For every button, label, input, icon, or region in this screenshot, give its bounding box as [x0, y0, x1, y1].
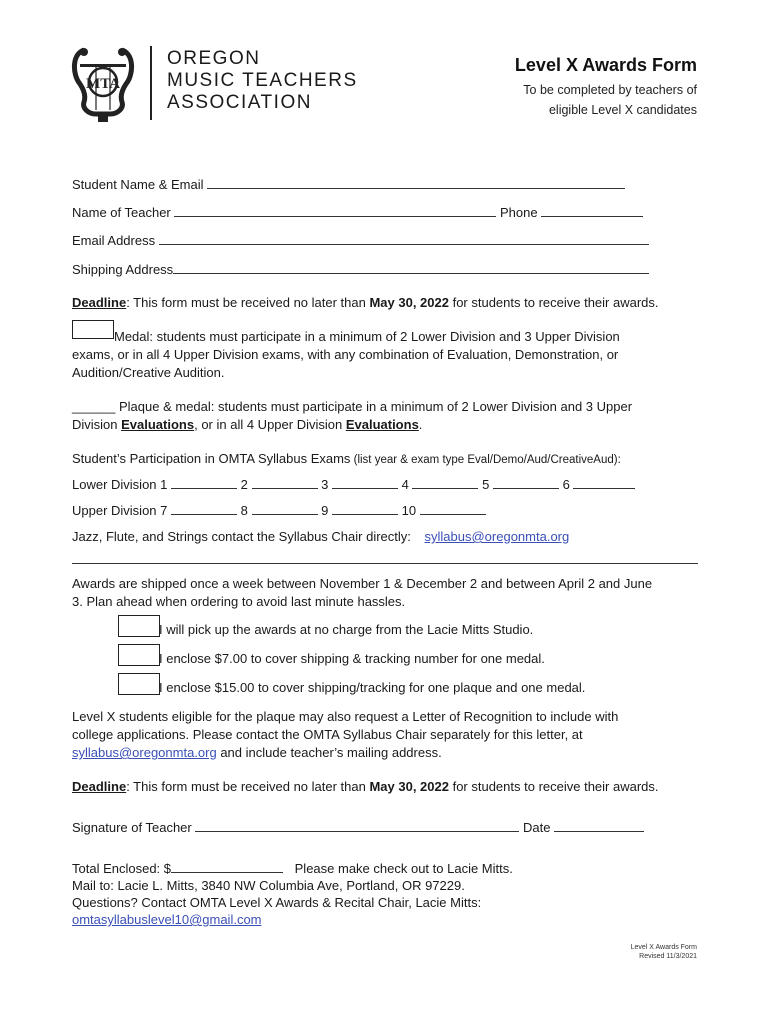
medal-line-1: Medal: students must participate in a minimum of 2 Lower Division and 3 Upper Division [114, 329, 620, 344]
letter-line-1: Level X students eligible for the plaque may also request a Letter of Recognition to include with [72, 709, 619, 724]
participation-heading-note: (list year & exam type Eval/Demo/Aud/CreativeAud): [350, 454, 621, 466]
deadline-text-before-2: : This form must be received no later than [126, 779, 370, 794]
teacher-name-label: Name of Teacher [72, 205, 171, 220]
pickup-checkbox[interactable] [118, 615, 160, 637]
contact-email-link[interactable]: omtasyllabuslevel10@gmail.com [72, 912, 262, 927]
upper-division-row [72, 502, 486, 520]
plaque-text-2a: Division [72, 417, 122, 432]
subtitle-line-1: To be completed by teachers of [523, 83, 697, 97]
pickup-option-label: I will pick up the awards at no charge from the Lacie Mitts Studio. [159, 622, 534, 637]
plaque-shipping-option-label: I enclose $15.00 to cover shipping/tracking for one plaque and one medal. [159, 680, 586, 695]
student-name-email-label: Student Name & Email [72, 177, 204, 192]
lower-exam-6-field[interactable] [573, 476, 635, 489]
plaque-checkbox-blank[interactable]: ______ [72, 399, 116, 414]
plaque-evaluations-1: Evaluations [121, 417, 195, 432]
email-address-label: Email Address [72, 233, 156, 248]
deadline-notice-2 [72, 778, 659, 796]
upper-division-label: Upper Division [72, 503, 157, 518]
upper-exam-8-field[interactable] [252, 502, 318, 515]
medal-checkbox[interactable] [72, 320, 114, 339]
logo-divider [150, 46, 152, 120]
deadline-date-2: May 30, 2022 [369, 779, 449, 794]
footer-revised: Revised 11/3/2021 [639, 953, 697, 960]
letter-email-link[interactable]: syllabus@oregonmta.org [72, 745, 217, 760]
lower-exam-2-field[interactable] [252, 476, 318, 489]
signature-field[interactable] [195, 819, 519, 832]
upper-number-9: 9 [321, 503, 329, 518]
lower-number-6: 6 [562, 477, 570, 492]
omta-lyre-logo [70, 44, 136, 124]
signature-row [72, 819, 644, 837]
medal-shipping-option-label: I enclose $7.00 to cover shipping & tracking number for one medal. [159, 651, 545, 666]
upper-number-10: 10 [401, 503, 417, 518]
syllabus-email-link[interactable]: syllabus@oregonmta.org [424, 529, 570, 544]
letter-line-2: college applications. Please contact the OMTA Syllabus Chair separately for this letter, at [72, 727, 583, 742]
check-note: Please make check out to Lacie Mitts. [294, 861, 513, 876]
plaque-shipping-checkbox[interactable] [118, 673, 160, 695]
date-label: Date [522, 820, 551, 835]
lower-division-row [72, 476, 635, 494]
shipping-line-2: 3. Plan ahead when ordering to avoid last minute hassles. [72, 594, 406, 609]
plaque-line-1 [72, 398, 632, 416]
upper-exam-7-field[interactable] [171, 502, 237, 515]
plaque-text-1: Plaque & medal: students must participate in a minimum of 2 Lower Division and 3 Upper [115, 399, 633, 414]
letter-line-3 [72, 744, 442, 762]
lower-exam-1-field[interactable] [171, 476, 237, 489]
total-amount-field[interactable] [171, 860, 283, 873]
deadline-label: Deadline [72, 295, 127, 310]
logo-letters: MTA [86, 76, 120, 92]
org-name [167, 48, 358, 114]
medal-line-2: exams, or in all 4 Upper Division exams, with any combination of Evaluation, Demonstration, or [72, 347, 619, 362]
letter-line-3-after: and include teacher’s mailing address. [216, 745, 442, 760]
deadline-text-after: for students to receive their awards. [448, 295, 659, 310]
lower-number-5: 5 [482, 477, 490, 492]
total-row [72, 860, 513, 878]
contact-email-row [72, 911, 262, 929]
mail-to: Mail to: Lacie L. Mitts, 3840 NW Columbia Ave, Portland, OR 97229. [72, 878, 465, 893]
student-name-email-field[interactable] [207, 176, 625, 189]
email-address-field[interactable] [159, 232, 649, 245]
upper-number-8: 8 [240, 503, 248, 518]
total-label: Total Enclosed: $ [72, 861, 172, 876]
deadline-text-after-2: for students to receive their awards. [448, 779, 659, 794]
questions-line: Questions? Contact OMTA Level X Awards & Recital Chair, Lacie Mitts: [72, 895, 482, 910]
footer-form-name: Level X Awards Form [630, 944, 697, 951]
subtitle-line-2: eligible Level X candidates [548, 103, 697, 117]
teacher-row [72, 204, 643, 222]
lower-exam-5-field[interactable] [493, 476, 559, 489]
deadline-notice [72, 294, 659, 312]
lower-division-label: Lower Division [72, 477, 157, 492]
shipping-address-row [72, 261, 649, 279]
lower-exam-3-field[interactable] [332, 476, 398, 489]
form-title: Level X Awards Form [514, 55, 697, 75]
plaque-text-2c: , or in all 4 Upper Division [194, 417, 346, 432]
plaque-line-2 [72, 416, 422, 434]
signature-label: Signature of Teacher [72, 820, 192, 835]
shipping-address-field[interactable] [173, 261, 649, 274]
org-line-1: OREGON [167, 48, 261, 69]
medal-shipping-checkbox[interactable] [118, 644, 160, 666]
upper-number-7: 7 [160, 503, 168, 518]
plaque-evaluations-2: Evaluations [345, 417, 419, 432]
jazz-text: Jazz, Flute, and Strings contact the Syllabus Chair directly: [72, 529, 411, 544]
phone-field[interactable] [541, 204, 643, 217]
participation-heading-text: Student’s Participation in OMTA Syllabus Exams [72, 451, 351, 466]
org-line-3: ASSOCIATION [167, 92, 312, 113]
shipping-address-label: Shipping Address [72, 262, 174, 277]
lower-number-4: 4 [401, 477, 409, 492]
date-field[interactable] [554, 819, 644, 832]
deadline-text-before: : This form must be received no later than [126, 295, 370, 310]
upper-exam-9-field[interactable] [332, 502, 398, 515]
email-row [72, 232, 649, 250]
deadline-label-2: Deadline [72, 779, 127, 794]
student-name-email-row [72, 176, 625, 194]
plaque-text-2e: . [418, 417, 423, 432]
teacher-name-field[interactable] [174, 204, 496, 217]
phone-label: Phone [500, 205, 538, 220]
lower-number-2: 2 [240, 477, 248, 492]
section-divider [72, 563, 698, 564]
org-line-2: MUSIC TEACHERS [167, 70, 358, 91]
lower-exam-4-field[interactable] [412, 476, 478, 489]
shipping-line-1: Awards are shipped once a week between November 1 & December 2 and between April 2 and June [72, 576, 653, 591]
form-subtitle [523, 80, 697, 120]
participation-heading [72, 450, 621, 469]
lower-number-1: 1 [160, 477, 168, 492]
lower-number-3: 3 [321, 477, 329, 492]
jazz-row [72, 528, 569, 546]
medal-line-3: Audition/Creative Audition. [72, 365, 225, 380]
deadline-date: May 30, 2022 [369, 295, 449, 310]
upper-exam-10-field[interactable] [420, 502, 486, 515]
